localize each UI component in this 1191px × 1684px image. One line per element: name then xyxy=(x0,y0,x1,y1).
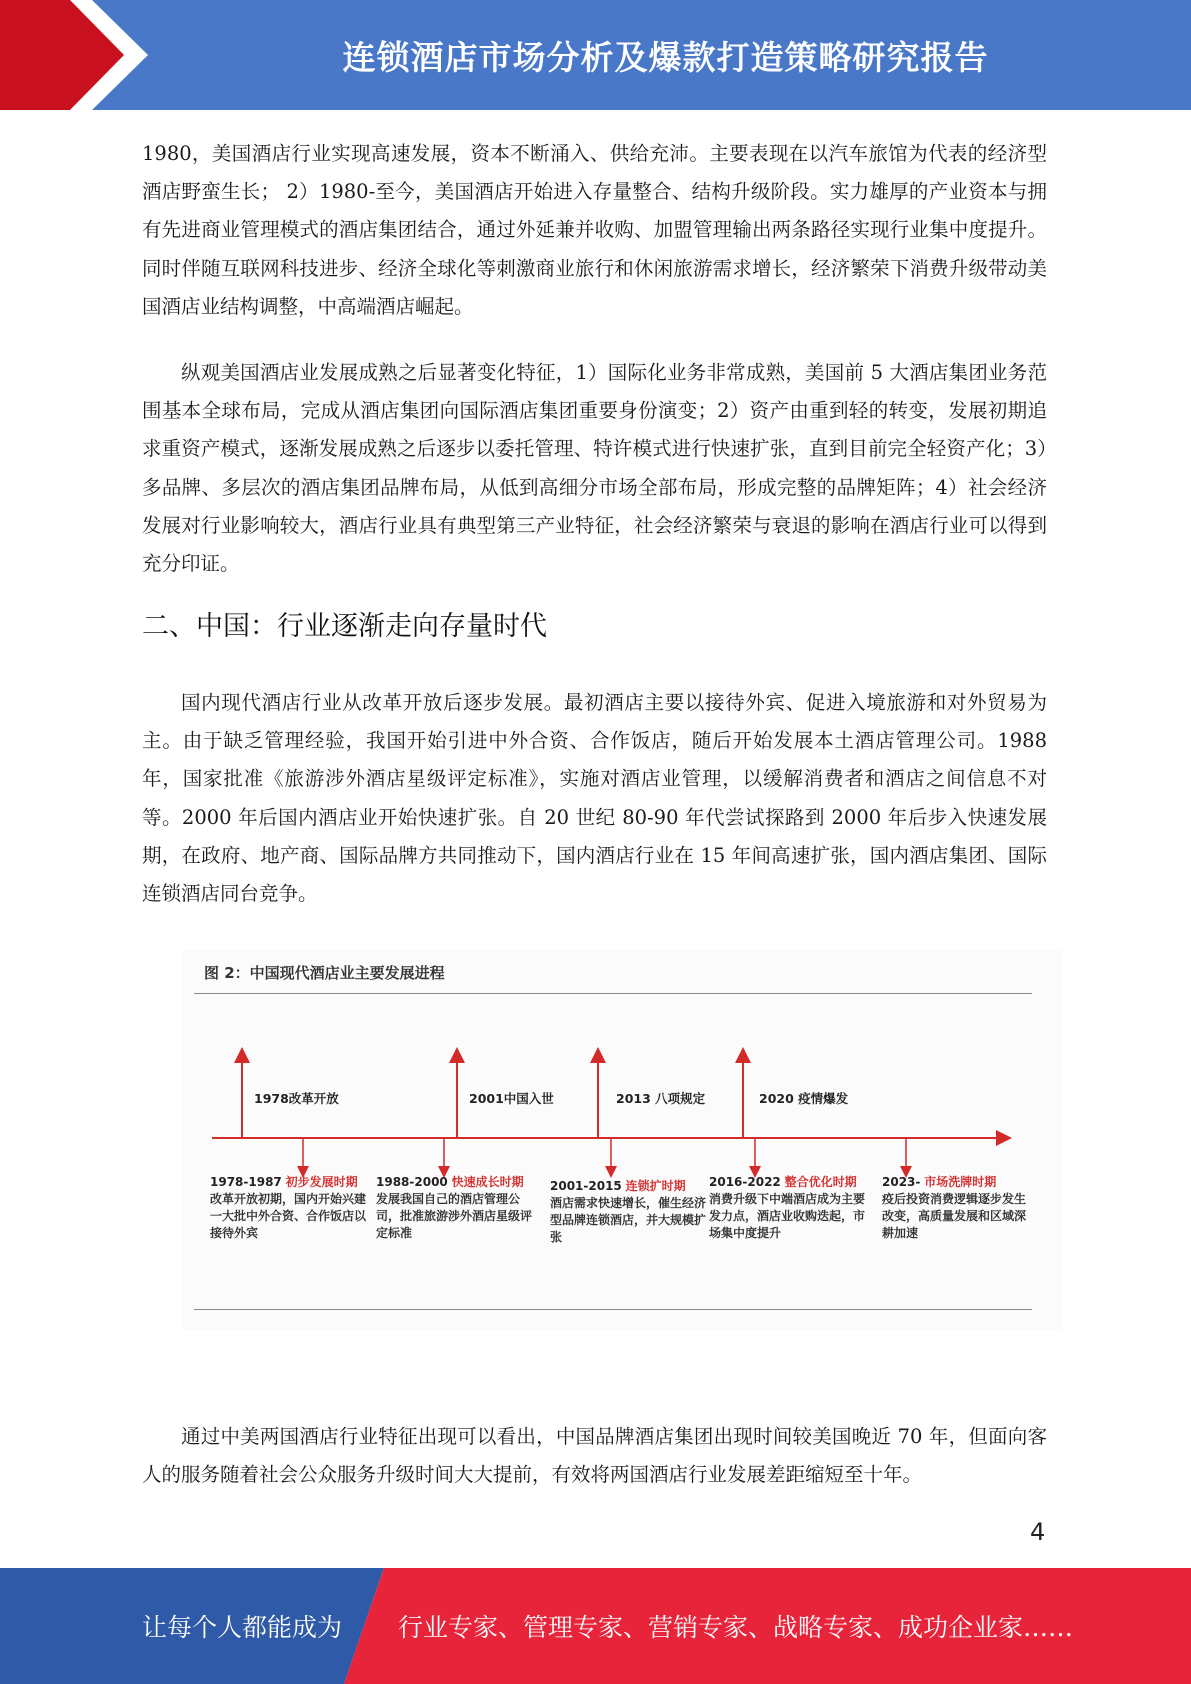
period-description: 疫后投资消费逻辑逐步发生改变，高质量发展和区域深耕加速 xyxy=(882,1192,1027,1240)
timeline-figure xyxy=(182,950,1062,1330)
event-label-1978: 1978改革开放 xyxy=(254,1091,339,1106)
footer-slogan-left: 让每个人都能成为 xyxy=(142,1613,343,1642)
period-years: 2016-2022 xyxy=(709,1175,781,1189)
period-years: 2023- xyxy=(882,1175,921,1189)
paragraph-1: 1980，美国酒店行业实现高速发展，资本不断涌入、供给充沛。主要表现在以汽车旅馆为代表的经济型酒店野蛮生长； 2）1980-至今，美国酒店开始进入存量整合、结构升级阶段。实力雄厚的产业资本与拥有先进商业管理模式的酒店集团结合，通过外延兼并收购、加盟管理输出两条路径实现行业集中度提升。同时伴随互联网科技进步、经济全球化等刺激商业旅行和休闲旅游需求增长，经济繁荣下消费升级带动美国酒店业结构调整，中高端酒店崛起。 xyxy=(142,142,1047,318)
paragraph-2: 纵观美国酒店业发展成熟之后显著变化特征，1）国际化业务非常成熟，美国前 5 大酒店集团业务范围基本全球布局，完成从酒店集团向国际酒店集团重要身份演变；2）资产由重到轻的转变，发展初期追求重资产模式，逐渐发展成熟之后逐步以委托管理、特许模式进行快速扩张，直到目前完全轻资产化；3）多品牌、多层次的酒店集团品牌布局，从低到高细分市场全部布局，形成完整的品牌矩阵；4）社会经济发展对行业影响较大，酒店行业具有典型第三产业特征，社会经济繁荣与衰退的影响在酒店行业可以得到充分印证。 xyxy=(142,361,1047,576)
period-phase: 市场洗牌时期 xyxy=(924,1175,997,1189)
period-description: 发展我国自己的酒店管理公司，批准旅游涉外酒店星级评定标准 xyxy=(376,1192,533,1240)
period-years: 1978-1987 xyxy=(210,1175,282,1189)
period-phase: 初步发展时期 xyxy=(285,1175,358,1189)
event-label-2020: 2020 疫情爆发 xyxy=(759,1091,849,1106)
page-footer xyxy=(0,1568,1191,1684)
figure-bottom-rule xyxy=(194,1309,1032,1310)
period-phase: 连锁扩时期 xyxy=(625,1179,686,1193)
period-block-4 xyxy=(709,1174,869,1242)
section-heading: 二、中国：行业逐渐走向存量时代 xyxy=(142,611,547,642)
period-description: 改革开放初期，国内开始兴建一大批中外合资、合作饭店以接待外宾 xyxy=(210,1192,367,1240)
page-header xyxy=(0,0,1191,110)
period-phase: 快速成长时期 xyxy=(451,1175,524,1189)
period-years: 2001-2015 xyxy=(550,1179,622,1193)
timeline-axis xyxy=(182,950,1062,1330)
period-description: 消费升级下中端酒店成为主要发力点，酒店业收购迭起，市场集中度提升 xyxy=(709,1192,866,1240)
paragraph-4: 通过中美两国酒店行业特征出现可以看出，中国品牌酒店集团出现时间较美国晚近 70 年，但面向客人的服务随着社会公众服务升级时间大大提前，有效将两国酒店行业发展差距缩短至十年。 xyxy=(142,1425,1047,1487)
figure-title: 图 2：中国现代酒店业主要发展进程 xyxy=(204,964,445,982)
footer-slogan-right: 行业专家、管理专家、营销专家、战略专家、成功企业家…… xyxy=(398,1613,1074,1642)
period-description: 酒店需求快速增长，催生经济型品牌连锁酒店，并大规模扩张 xyxy=(550,1196,707,1244)
period-block-5 xyxy=(882,1174,1032,1242)
paragraph-3: 国内现代酒店行业从改革开放后逐步发展。最初酒店主要以接待外宾、促进入境旅游和对外贸易为主。由于缺乏管理经验，我国开始引进中外合资、合作饭店，随后开始发展本土酒店管理公司。1988 年，国家批准《旅游涉外酒店星级评定标准》，实施对酒店业管理，以缓解消费者和酒店之间信息不对等。2000 年后国内酒店业开始快速扩张。自 20 世纪 80-90 年代尝试探路到 2000 年后步入快速发展期，在政府、地产商、国际品牌方共同推动下，国内酒店行业在 15 年间高速扩张，国内酒店集团、国际连锁酒店同台竞争。 xyxy=(142,691,1047,906)
period-phase: 整合优化时期 xyxy=(784,1175,857,1189)
period-years: 1988-2000 xyxy=(376,1175,448,1189)
period-block-2 xyxy=(376,1174,536,1242)
report-title: 连锁酒店市场分析及爆款打造策略研究报告 xyxy=(342,37,989,77)
page-number: 4 xyxy=(1030,1518,1046,1546)
period-block-1 xyxy=(210,1174,370,1242)
event-label-2013: 2013 八项规定 xyxy=(616,1091,706,1106)
event-label-2001: 2001中国入世 xyxy=(469,1091,554,1106)
period-block-3 xyxy=(550,1178,710,1246)
header-arrow-decoration xyxy=(0,0,160,110)
